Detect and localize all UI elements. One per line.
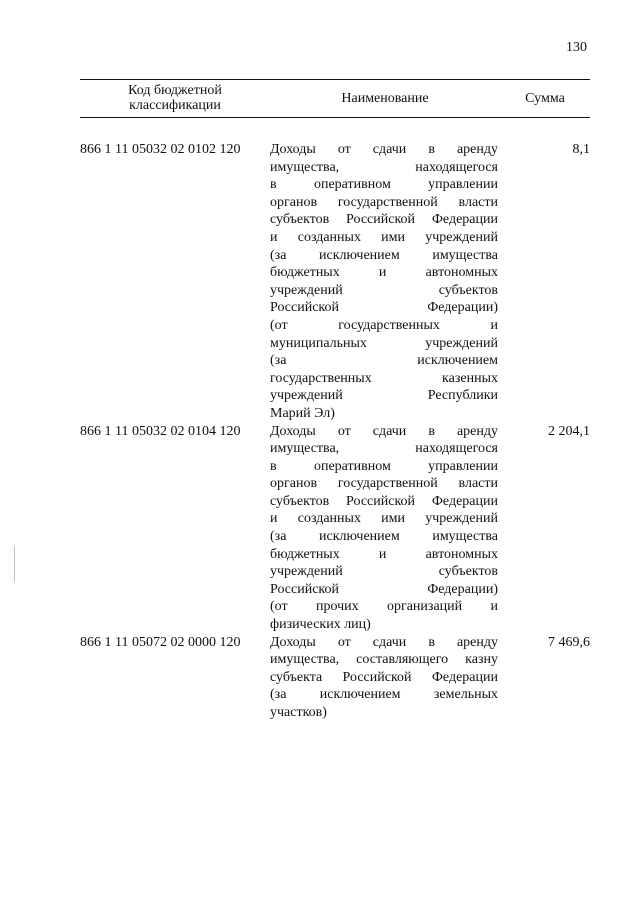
name-line: Марий Эл) (270, 405, 335, 421)
header-name: Наименование (341, 91, 429, 106)
margin-mark (14, 546, 15, 582)
name-line: субъекта Российской Федерации (270, 669, 498, 685)
name-line: субъектов Российской Федерации (270, 493, 498, 509)
table-body (80, 141, 590, 722)
budget-table (80, 79, 590, 720)
page-number: 130 (566, 40, 587, 55)
name-line: органов государственной власти (270, 194, 498, 210)
name-line: бюджетных и автономных (270, 265, 498, 281)
row-code: 866 1 11 05032 02 0104 120 (80, 423, 241, 439)
name-line: (за исключением имущества (270, 247, 498, 263)
name-line: физических лиц) (270, 617, 371, 633)
name-line: Российской Федерации) (270, 581, 498, 597)
name-line: (за исключением (270, 353, 498, 369)
name-line: (от государственных и (270, 317, 498, 333)
name-line: в оперативном управлении (270, 458, 498, 474)
name-line: (за исключением имущества (270, 529, 498, 545)
name-line: имущества, составляющего казну (270, 652, 498, 668)
name-line: имущества, находящегося (270, 159, 498, 175)
name-line: в оперативном управлении (270, 177, 498, 193)
name-line: муниципальных учреждений (270, 335, 498, 351)
name-line: государственных казенных (270, 370, 498, 386)
row-sum: 8,1 (572, 142, 590, 157)
row-code: 866 1 11 05032 02 0102 120 (80, 142, 241, 157)
row-sum: 2 204,1 (548, 423, 590, 439)
row-sum: 7 469,6 (548, 634, 590, 650)
name-line: (за исключением земельных (270, 687, 498, 703)
name-line: Доходы от сдачи в аренду (270, 634, 498, 650)
header-code (80, 83, 270, 113)
name-line: Доходы от сдачи в аренду (270, 423, 498, 439)
name-line: Доходы от сдачи в аренду (270, 142, 498, 157)
row-name (270, 423, 498, 634)
table-row (80, 141, 590, 423)
row-name (270, 141, 498, 423)
name-line: субъектов Российской Федерации (270, 212, 498, 228)
name-line: учреждений субъектов (270, 564, 498, 580)
header-sum: Сумма (525, 91, 565, 106)
header-code-line2: классификации (129, 98, 221, 113)
name-line: учреждений Республики (270, 388, 498, 404)
name-line: имущества, находящегося (270, 441, 498, 457)
name-line: и созданных ими учреждений (270, 511, 498, 527)
table-row (80, 423, 590, 634)
table-row (80, 634, 590, 722)
name-line: органов государственной власти (270, 476, 498, 492)
table-header (80, 79, 590, 118)
name-line: бюджетных и автономных (270, 546, 498, 562)
row-code: 866 1 11 05072 02 0000 120 (80, 634, 241, 650)
name-line: и созданных ими учреждений (270, 229, 498, 245)
row-name (270, 634, 498, 722)
name-line: учреждений субъектов (270, 282, 498, 298)
header-code-line1: Код бюджетной (128, 83, 222, 98)
name-line: (от прочих организаций и (270, 599, 498, 615)
name-line: Российской Федерации) (270, 300, 498, 316)
name-line: участков) (270, 705, 327, 720)
